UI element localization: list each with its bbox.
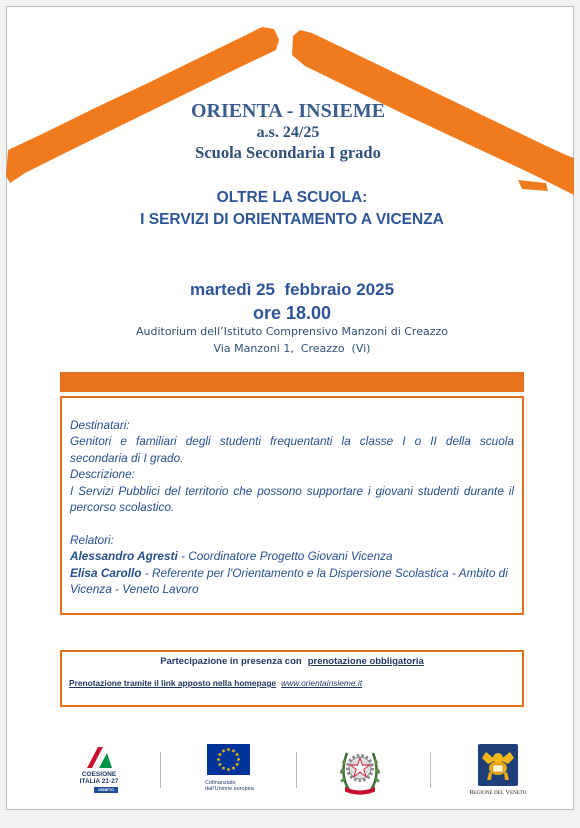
- details-content: [70, 417, 514, 597]
- booking-instructions-text: Prenotazione tramite il link apposto nella homepage: [69, 678, 277, 688]
- speaker-role: - Referente per l'Orientamento e la Dispersione Scolastica - Ambito di: [144, 565, 508, 580]
- speaker-name: Alessandro Agresti: [70, 549, 178, 564]
- website-link[interactable]: www.orientainsieme.it: [281, 678, 363, 688]
- coesione-logo-line1: COESIONE: [81, 771, 117, 778]
- speaker-role-continued: Vicenza - Veneto Lavoro: [70, 581, 199, 596]
- eu-logo-line1: Cofinanziato: [205, 780, 236, 786]
- veneto-lion-logo-icon: [478, 744, 518, 786]
- school-level: Scuola Secondaria I grado: [195, 143, 381, 162]
- booking-notice: [60, 655, 524, 669]
- speaker-row: [70, 565, 514, 581]
- event-date: martedì 25 febbraio 2025: [189, 280, 395, 299]
- speakers-label: Relatori:: [70, 532, 114, 547]
- speaker-row: [70, 548, 514, 564]
- italian-republic-emblem-icon: [338, 744, 382, 796]
- booking-notice-text: Partecipazione in presenza con: [160, 656, 302, 667]
- program-title: ORIENTA - INSIEME: [190, 100, 386, 122]
- event-title-line1: OLTRE LA SCUOLA:: [216, 189, 368, 206]
- school-year: a.s. 24/25: [256, 124, 320, 141]
- logo-divider: [296, 752, 297, 788]
- speaker-role: - Coordinatore Progetto Giovani Vicenza: [181, 549, 393, 564]
- description-label: Descrizione:: [70, 467, 135, 482]
- description-line: I Servizi Pubblici del territorio che possono supportare i giovani studenti durante il: [70, 483, 514, 498]
- recipients-label: Destinatari:: [70, 418, 130, 432]
- coesione-logo-region: VENETO: [94, 787, 118, 793]
- coesione-italia-logo-icon: [84, 744, 114, 771]
- eu-logo-line2: dall'Unione europea: [205, 786, 254, 792]
- event-time: ore 18.00: [252, 303, 332, 323]
- spacer: [70, 515, 514, 531]
- speaker-name: Elisa Carollo: [70, 565, 142, 580]
- logo-divider: [160, 752, 161, 788]
- booking-instructions: [69, 676, 362, 690]
- section-bar: [60, 372, 524, 392]
- recipients-line: Genitori e familiari degli studenti frequentanti la classe I o II della scuola: [70, 434, 514, 449]
- booking-required: prenotazione obbligatoria: [307, 656, 424, 667]
- event-title-line2: I SERVIZI DI ORIENTAMENTO A VICENZA: [140, 211, 444, 228]
- description-line: percorso scolastico.: [70, 499, 175, 514]
- event-address: Via Manzoni 1, Creazzo (Vi): [213, 342, 371, 355]
- veneto-logo-label: Regione del Veneto: [469, 789, 527, 796]
- recipients-line: secondaria di I grado.: [70, 450, 184, 465]
- eu-flag-icon: [207, 744, 250, 775]
- logo-divider: [430, 752, 431, 788]
- coesione-logo-line2: ITALIA 21-27: [79, 778, 119, 785]
- event-venue: Auditorium dell’Istituto Comprensivo Manzoni di Creazzo: [135, 325, 449, 338]
